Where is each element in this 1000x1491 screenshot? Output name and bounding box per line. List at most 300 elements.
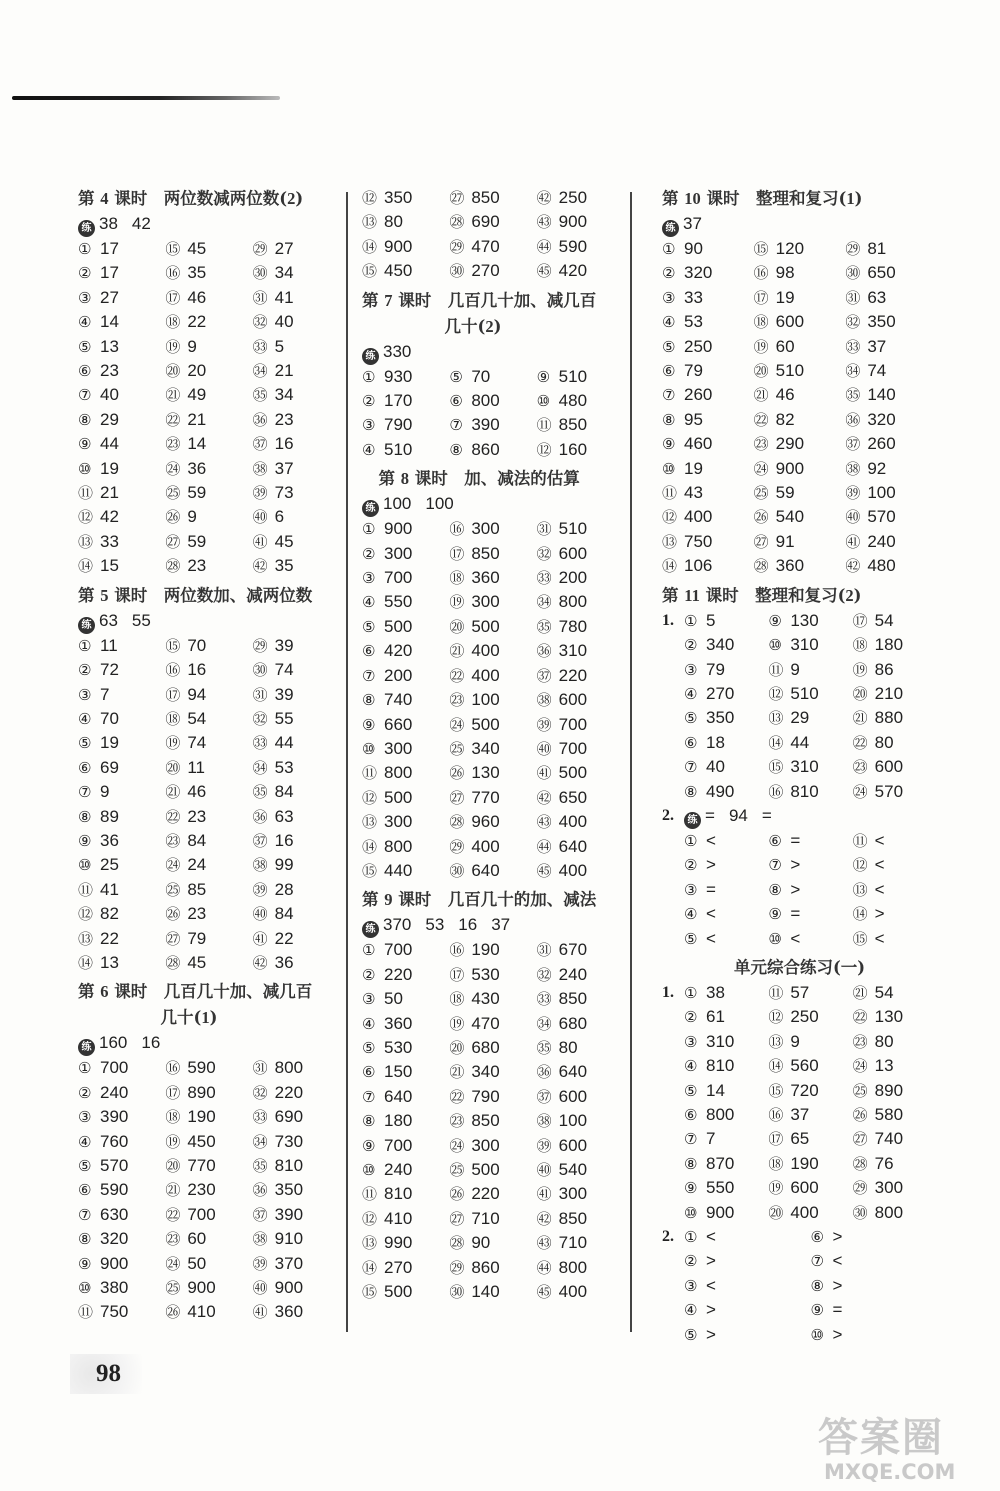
item-number: ③ [78, 288, 92, 307]
item-number: ⑫ [362, 1209, 378, 1228]
item-number: ㊲ [252, 831, 268, 850]
item-answer: 880 [874, 708, 904, 728]
item-number: ⑩ [662, 459, 676, 478]
answer-item [253, 829, 340, 853]
item-answer: > [706, 855, 716, 875]
answer-item [78, 1227, 165, 1251]
answer-item [253, 554, 340, 578]
item-answer: > [790, 879, 801, 899]
item-number: ㊳ [252, 856, 268, 875]
answer-item [78, 683, 165, 707]
item-answer: 260 [867, 434, 896, 454]
item-answer: 79 [706, 659, 725, 679]
item-number: ⑬ [362, 1234, 378, 1253]
answer-item [537, 210, 624, 234]
answer-item [165, 237, 252, 261]
item-number: ㉔ [852, 782, 868, 801]
item-number: ⑮ [362, 861, 378, 880]
answer-item [449, 1085, 536, 1109]
item-answer: 106 [684, 556, 713, 576]
item-answer: 510 [384, 439, 413, 459]
item-number: ㉑ [165, 386, 181, 405]
answer-item [537, 389, 624, 413]
intro-value: 160 [99, 1033, 128, 1053]
item-answer: 480 [558, 391, 588, 411]
item-number: ② [684, 856, 698, 875]
item-number: ㉕ [165, 484, 181, 503]
answer-item [78, 1154, 165, 1178]
answer-item [537, 235, 624, 259]
item-number: ⑧ [362, 1112, 376, 1131]
answer-item [754, 237, 846, 261]
item-answer: 79 [187, 928, 207, 948]
answer-item [253, 261, 340, 285]
item-number: ㉚ [449, 1283, 465, 1302]
item-number: ⑤ [78, 1157, 92, 1175]
answer-item [253, 335, 340, 359]
answer-item [853, 706, 937, 730]
answer-item [362, 761, 449, 785]
item-number: ⑧ [78, 807, 92, 826]
answer-item [253, 707, 340, 731]
item-answer: 990 [384, 1233, 413, 1253]
item-number: ⑦ [362, 1087, 376, 1106]
item-number: ⑦ [768, 856, 782, 875]
item-number: ② [362, 965, 376, 984]
item-answer: 390 [100, 1107, 129, 1127]
item-number: ⑧ [684, 1154, 698, 1173]
item-answer: 800 [384, 836, 413, 856]
item-answer: 910 [274, 1229, 304, 1249]
answer-item [253, 1178, 340, 1202]
item-number: ㉒ [165, 807, 181, 826]
answer-grid [78, 237, 340, 579]
item-answer: 120 [775, 239, 805, 258]
item-number: ⑨ [768, 905, 782, 924]
answer-item [78, 634, 165, 658]
item-answer: 350 [867, 312, 896, 332]
item-number: ⑧ [78, 410, 92, 429]
item-answer: 810 [706, 1056, 735, 1076]
practice-badge-icon: 练 [78, 1039, 95, 1056]
answer-item [165, 1252, 252, 1276]
answer-item [362, 639, 449, 663]
answer-item [78, 310, 165, 334]
item-answer: 400 [471, 641, 500, 661]
item-number: ㉚ [449, 861, 465, 880]
item-number: ⑮ [852, 929, 868, 948]
problem-block [662, 609, 937, 804]
answer-item [853, 853, 937, 877]
item-answer: 170 [384, 391, 413, 411]
item-answer: < [790, 928, 801, 948]
item-answer: 59 [775, 483, 795, 503]
item-number: ㉓ [165, 1230, 181, 1249]
item-number: ⑦ [684, 1130, 698, 1149]
item-answer: 300 [471, 1135, 500, 1155]
answer-item [165, 1081, 252, 1105]
answer-item [253, 951, 340, 975]
answer-item [78, 1056, 165, 1080]
answer-item [165, 408, 252, 432]
item-answer: 24 [187, 855, 207, 875]
item-answer: 5 [274, 336, 285, 356]
answer-item [449, 615, 536, 639]
item-answer: 45 [274, 531, 294, 551]
answer-item [253, 310, 340, 334]
item-number: ㉔ [165, 459, 181, 478]
lesson-title: 第 8 课时 加、减法的估算 [362, 469, 580, 489]
logo-english: MXQE.COM [824, 1460, 956, 1484]
answer-item [845, 310, 937, 334]
answer-item [768, 755, 852, 779]
item-number: ㉞ [536, 1014, 552, 1033]
answer-item [449, 542, 536, 566]
item-number: ⑩ [684, 1203, 698, 1222]
answer-item [78, 1105, 165, 1129]
item-answer: 740 [874, 1129, 904, 1149]
item-answer: 680 [471, 1037, 500, 1057]
answer-item [253, 1227, 340, 1251]
column-divider [630, 192, 632, 1332]
item-answer: > [706, 1251, 716, 1271]
answer-item [853, 1201, 937, 1225]
answer-grid [78, 1056, 340, 1324]
answer-item [845, 335, 937, 359]
item-number: ⑯ [165, 1059, 181, 1078]
answer-item [449, 1012, 536, 1036]
item-number: ⑭ [768, 733, 784, 752]
item-number: ⑩ [768, 636, 782, 655]
answer-item [537, 259, 624, 283]
item-number: ⑧ [449, 440, 463, 459]
answer-item [768, 633, 852, 657]
item-answer: < [706, 1275, 716, 1295]
answer-item [78, 286, 165, 310]
answer-item [78, 707, 165, 731]
answer-item [78, 1081, 165, 1105]
item-number: ⑫ [852, 856, 868, 875]
answer-item [768, 878, 852, 902]
item-number: ㉔ [753, 459, 769, 478]
intro-value: 42 [131, 214, 151, 233]
answer-item [253, 237, 340, 261]
answer-item [449, 859, 536, 883]
item-answer: < [706, 1227, 716, 1247]
item-number: ㊳ [252, 1230, 268, 1249]
item-answer: 74 [274, 660, 294, 680]
answer-item [662, 481, 754, 505]
item-number: ② [684, 636, 698, 655]
item-number: ㉞ [536, 593, 552, 612]
item-number: ㉒ [165, 410, 181, 429]
answer-item [78, 951, 165, 975]
item-number: ㉖ [852, 1106, 868, 1124]
item-number: ㉒ [753, 410, 769, 429]
answer-item [253, 731, 340, 755]
item-answer: 700 [384, 568, 413, 588]
item-number: ㉙ [252, 240, 268, 258]
answer-item [449, 210, 536, 234]
answer-item [754, 457, 846, 481]
item-number: ⑤ [78, 337, 92, 356]
item-number: ㉗ [753, 532, 769, 551]
item-number: ⑯ [753, 264, 769, 283]
item-answer: 300 [558, 1184, 588, 1204]
answer-item [662, 237, 754, 261]
intro-value: 100 [383, 494, 412, 514]
item-number: ㉙ [449, 237, 465, 256]
item-answer: 600 [790, 1178, 819, 1198]
item-number: ⑦ [662, 386, 676, 405]
item-number: ⑱ [165, 1108, 181, 1127]
item-answer: 46 [187, 782, 207, 802]
lesson-section [362, 288, 624, 463]
item-number: ㉗ [449, 189, 465, 207]
item-number: ㊷ [252, 953, 268, 972]
item-number: ⑪ [78, 880, 94, 899]
answer-item [165, 951, 252, 975]
item-number: ⑦ [684, 758, 698, 777]
item-number: ⑨ [662, 435, 676, 454]
item-answer: 86 [874, 659, 894, 679]
item-number: ③ [684, 660, 698, 679]
item-answer: > [832, 1324, 843, 1344]
item-answer: 35 [187, 263, 207, 283]
item-number: ㊸ [536, 813, 552, 832]
item-answer: 61 [706, 1007, 725, 1027]
item-answer: 850 [558, 989, 588, 1009]
item-number: ⑤ [684, 1081, 698, 1100]
item-number: ㉝ [252, 734, 268, 753]
item-answer: 21 [100, 483, 119, 503]
item-number: ② [78, 1083, 92, 1102]
item-answer: 250 [684, 336, 713, 356]
item-answer: 23 [187, 904, 207, 924]
item-number: ㉔ [165, 1254, 181, 1273]
item-number: ⑨ [362, 715, 376, 734]
item-answer: 14 [100, 312, 119, 332]
item-answer: 29 [790, 708, 810, 728]
item-number: ⑥ [662, 362, 676, 381]
item-answer: 900 [706, 1202, 735, 1222]
item-number: ⑯ [449, 941, 465, 960]
item-number: ③ [78, 685, 92, 704]
answer-item [684, 682, 768, 706]
lesson-section [662, 186, 937, 579]
item-number: ⑪ [768, 660, 784, 679]
item-answer: 800 [384, 763, 413, 783]
answer-item [768, 1152, 852, 1176]
item-answer: < [706, 928, 716, 948]
item-number: ① [684, 831, 698, 850]
item-number: ㉗ [449, 788, 465, 807]
answer-item [768, 1127, 852, 1151]
item-number: ㊱ [252, 1181, 268, 1200]
item-number: ③ [684, 880, 698, 899]
answer-item [811, 1323, 938, 1347]
answer-item [768, 1079, 852, 1103]
item-answer: 770 [471, 787, 500, 807]
answer-item [754, 505, 846, 529]
answer-item [78, 878, 165, 902]
lesson-title: 第 7 课时 几百几十加、减几百 [362, 290, 597, 310]
item-answer: 300 [384, 543, 413, 563]
item-answer: 92 [867, 458, 887, 478]
answer-item [537, 1231, 624, 1255]
item-number: ⑮ [753, 240, 769, 258]
answer-item [165, 634, 252, 658]
item-number: ㉓ [852, 1032, 868, 1051]
item-answer: 530 [471, 964, 500, 984]
lesson-section [362, 887, 624, 1304]
item-answer: > [874, 904, 885, 924]
answer-item [165, 1203, 252, 1227]
item-number: ⑩ [362, 1161, 376, 1179]
item-number: ㊸ [536, 213, 552, 232]
item-number: ⑭ [768, 1057, 784, 1076]
answer-item [537, 1158, 624, 1182]
item-number: ㊵ [252, 508, 268, 527]
answer-item [537, 590, 624, 614]
item-number: ㉞ [252, 758, 268, 777]
answer-item [845, 481, 937, 505]
item-answer: 63 [274, 806, 294, 826]
answer-item [362, 786, 449, 810]
answer-item [165, 432, 252, 456]
answer-item [362, 835, 449, 859]
answer-item [662, 286, 754, 310]
item-answer: 600 [874, 757, 904, 777]
answer-item [768, 1005, 852, 1029]
item-answer: 200 [384, 665, 413, 685]
answer-item [768, 1201, 852, 1225]
item-number: ㊺ [536, 861, 552, 880]
answer-item [853, 1030, 937, 1054]
item-answer: 740 [384, 690, 413, 710]
answer-item [78, 359, 165, 383]
answer-item [78, 457, 165, 481]
intro-value: 53 [425, 915, 445, 935]
answer-item [684, 658, 768, 682]
answer-item [449, 517, 536, 541]
intro-value: = [761, 805, 772, 825]
item-number: ① [684, 611, 698, 630]
answer-item [253, 902, 340, 926]
item-number: ㉖ [449, 1185, 465, 1204]
answer-grid [362, 365, 624, 463]
item-number: ④ [362, 593, 376, 612]
answer-item [449, 639, 536, 663]
answer-item [362, 438, 449, 462]
item-answer: 400 [558, 812, 588, 832]
answer-item [811, 1225, 938, 1249]
item-answer: 74 [867, 361, 887, 381]
answer-item [78, 530, 165, 554]
item-number: ③ [78, 1108, 92, 1127]
item-number: ㊲ [252, 435, 268, 454]
item-number: ⑭ [78, 557, 94, 576]
answer-item [362, 1036, 449, 1060]
item-answer: 310 [558, 641, 588, 661]
answer-item [684, 755, 768, 779]
item-answer: 36 [274, 952, 294, 972]
answer-item [165, 359, 252, 383]
item-number: ㊶ [845, 532, 861, 551]
answer-item [362, 1280, 449, 1304]
item-answer: 19 [100, 458, 119, 478]
item-number: ② [684, 1252, 698, 1271]
item-answer: 320 [684, 263, 713, 283]
item-number: ㉜ [845, 313, 861, 332]
answer-grid [78, 634, 340, 976]
item-number: ④ [684, 1301, 698, 1320]
practice-intro [362, 340, 624, 365]
item-answer: 260 [684, 385, 713, 405]
item-answer: 240 [867, 531, 896, 551]
item-number: ㊳ [536, 691, 552, 710]
item-answer: 43 [684, 483, 703, 503]
answer-item [853, 981, 937, 1005]
item-answer: 7 [706, 1129, 716, 1149]
answer-item [165, 829, 252, 853]
item-answer: 690 [274, 1107, 304, 1127]
item-number: ㉘ [165, 557, 181, 576]
item-answer: 640 [471, 860, 500, 880]
item-number: ⑤ [684, 709, 698, 728]
item-answer: 130 [471, 763, 500, 783]
answer-item [684, 1079, 768, 1103]
answer-item [662, 335, 754, 359]
item-answer: 570 [100, 1156, 129, 1175]
item-number: ㉛ [252, 288, 268, 307]
answer-item [684, 633, 768, 657]
item-number: ㉙ [449, 1258, 465, 1277]
answer-item [449, 186, 536, 210]
answer-item [165, 383, 252, 407]
item-answer: 460 [684, 434, 713, 454]
lesson-section [78, 186, 340, 579]
item-number: ㊴ [252, 880, 268, 899]
answer-item [684, 1201, 768, 1225]
answer-item [537, 938, 624, 962]
item-number: ㊸ [536, 1234, 552, 1253]
answer-item [537, 713, 624, 737]
item-answer: 590 [187, 1058, 216, 1078]
intro-value: 94 [728, 805, 748, 825]
item-answer: 720 [790, 1080, 819, 1100]
intro-value: = [705, 805, 715, 825]
answer-item [362, 542, 449, 566]
answer-item [662, 359, 754, 383]
item-number: ⑨ [78, 1254, 92, 1273]
answer-item [253, 457, 340, 481]
item-number: ㉕ [753, 484, 769, 503]
answer-item [684, 1103, 768, 1127]
item-answer: 890 [874, 1080, 904, 1100]
answer-item [78, 829, 165, 853]
item-answer: < [706, 904, 716, 924]
answer-item [362, 365, 449, 389]
item-answer: 60 [775, 336, 795, 356]
answer-item [362, 1060, 449, 1084]
item-answer: 22 [274, 928, 294, 948]
item-answer: 9 [187, 336, 197, 356]
item-number: ⑳ [753, 362, 769, 381]
item-number: ⑨ [684, 1179, 698, 1198]
answer-grid [684, 829, 937, 951]
item-answer: 14 [706, 1080, 725, 1100]
